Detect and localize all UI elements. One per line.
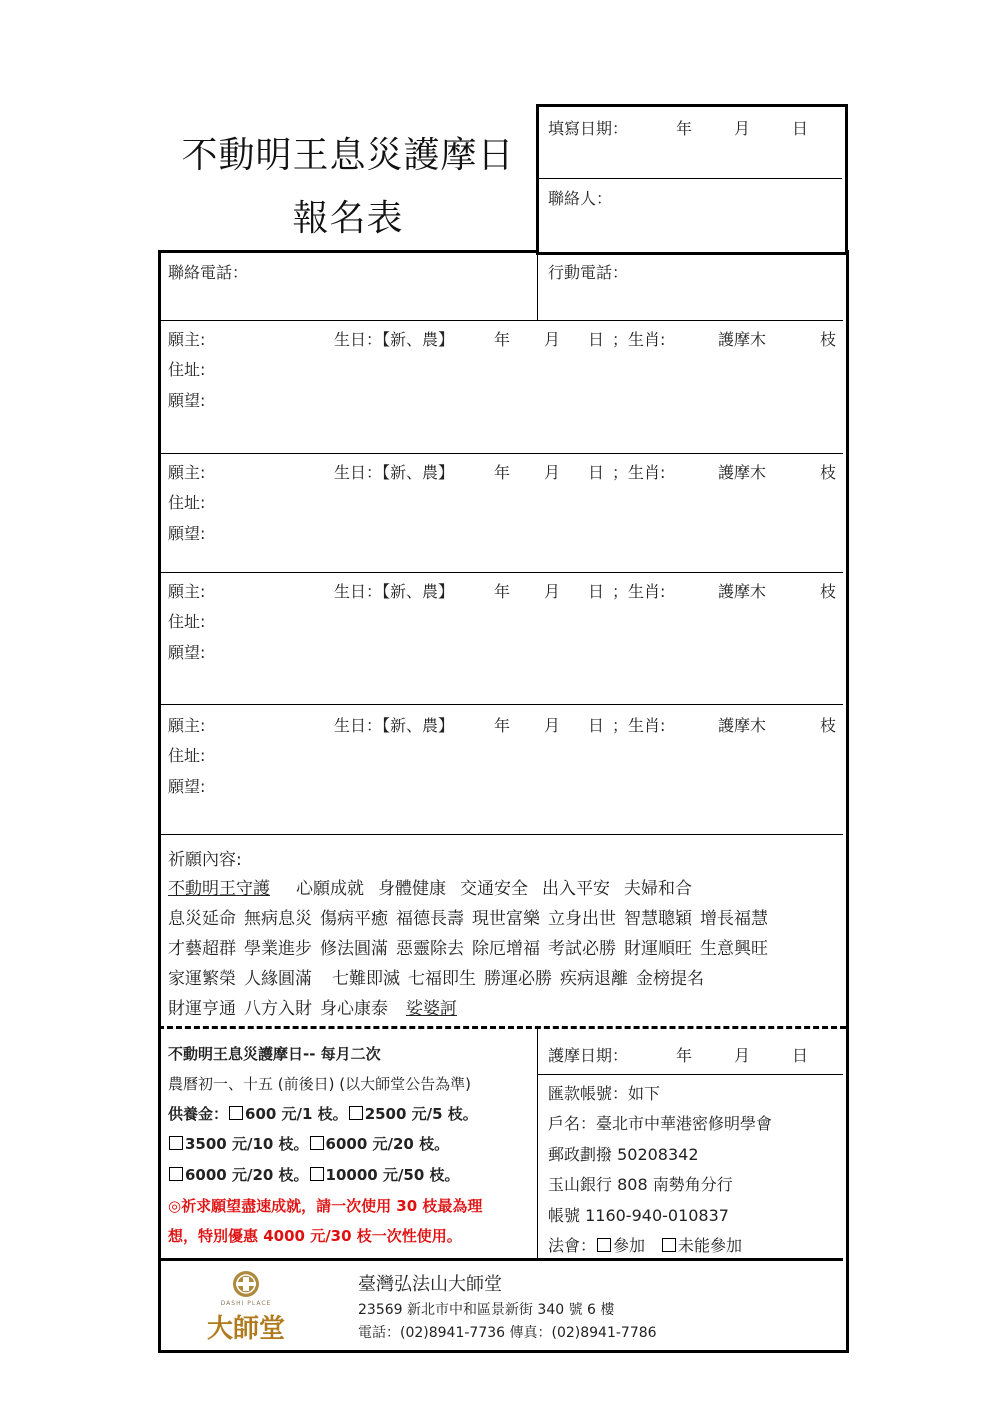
checkbox-icon[interactable] bbox=[169, 1136, 183, 1150]
wish-item: 八方入財 bbox=[244, 999, 312, 1019]
wish-item: 七難即滅 bbox=[332, 969, 400, 989]
offering-option: 6000 元/20 枝。 bbox=[325, 1135, 450, 1153]
birth-year: 年 bbox=[494, 330, 511, 349]
logo bbox=[196, 1268, 296, 1344]
birthday-label: 生日：【新、農】 bbox=[334, 463, 455, 482]
bank-info: 玉山銀行 808 南勢角分行 bbox=[548, 1175, 733, 1194]
phone-divider bbox=[537, 250, 538, 320]
zodiac-label: ；生肖: bbox=[612, 330, 666, 349]
address-label: 住址: bbox=[168, 612, 206, 631]
wood-label: 護摩木 bbox=[718, 463, 767, 482]
wish-item: 惡靈除去 bbox=[396, 939, 464, 959]
wish-item: 身心康泰 bbox=[320, 999, 388, 1019]
wish-item: 娑婆訶 bbox=[406, 999, 457, 1019]
account-number: 帳號 1160-940-010837 bbox=[548, 1206, 729, 1225]
promo-note: 想，特別優惠 4000 元/30 枝一次性使用。 bbox=[168, 1227, 462, 1245]
wish-row bbox=[168, 874, 706, 899]
wish-item: 出入平安 bbox=[542, 879, 610, 899]
offering-option: 2500 元/5 枝。 bbox=[364, 1105, 478, 1123]
wish-item: 財運順旺 bbox=[624, 939, 692, 959]
wish-item: 才藝超群 bbox=[168, 939, 236, 959]
offering-row bbox=[168, 1103, 478, 1124]
birth-month: 月 bbox=[544, 463, 561, 482]
wood-unit: 枝 bbox=[820, 716, 837, 735]
homa-date-year: 年 bbox=[676, 1046, 693, 1065]
wish-item: 家運繁榮 bbox=[168, 969, 236, 989]
logo-chinese-text: 大師堂 bbox=[206, 1314, 285, 1344]
zodiac-label: ；生肖: bbox=[612, 716, 666, 735]
address-label: 住址: bbox=[168, 360, 206, 379]
wish-item: 七福即生 bbox=[408, 969, 476, 989]
birth-year: 年 bbox=[494, 463, 511, 482]
birth-day: 日 bbox=[588, 330, 605, 349]
checkbox-icon[interactable] bbox=[310, 1136, 324, 1150]
applicant-divider bbox=[161, 834, 843, 835]
applicant-name-label: 願主: bbox=[168, 582, 206, 601]
offering-label: 供養金： bbox=[168, 1105, 229, 1123]
wood-unit: 枝 bbox=[820, 582, 837, 601]
wish-item: 財運亨通 bbox=[168, 999, 236, 1019]
birth-year: 年 bbox=[494, 716, 511, 735]
wish-item: 增長福慧 bbox=[700, 909, 768, 929]
dashed-separator bbox=[158, 1026, 846, 1029]
applicant-name-label: 願主: bbox=[168, 330, 206, 349]
contact-person-label: 聯絡人： bbox=[548, 189, 613, 208]
ceremony-label: 法會： bbox=[548, 1236, 597, 1255]
attend-option: 參加 bbox=[613, 1236, 646, 1255]
form-title-line1: 不動明王息災護摩日 bbox=[181, 135, 515, 176]
wish-item: 學業進步 bbox=[244, 939, 312, 959]
wish-row bbox=[168, 904, 768, 929]
wood-unit: 枝 bbox=[820, 463, 837, 482]
birth-day: 日 bbox=[588, 716, 605, 735]
wish-item: 福德長壽 bbox=[396, 909, 464, 929]
birthday-label: 生日：【新、農】 bbox=[334, 716, 455, 735]
checkbox-icon[interactable] bbox=[229, 1106, 243, 1120]
wish-item: 生意興旺 bbox=[700, 939, 768, 959]
wish-item: 息災延命 bbox=[168, 909, 236, 929]
schedule-title: 不動明王息災護摩日-- 每月二次 bbox=[168, 1045, 381, 1063]
fill-date-day: 日 bbox=[792, 119, 809, 138]
wish-item: 不動明王守護 bbox=[168, 879, 270, 899]
org-phone: 電話：(02)8941-7736 傳真：(02)8941-7786 bbox=[358, 1325, 657, 1341]
applicant-name-label: 願主: bbox=[168, 463, 206, 482]
wish-item: 人緣圓滿 bbox=[244, 969, 312, 989]
offering-option: 6000 元/20 枝。 bbox=[185, 1166, 309, 1184]
offering-row bbox=[168, 1133, 449, 1154]
offering-option: 600 元/1 枝。 bbox=[245, 1105, 348, 1123]
header-divider bbox=[539, 178, 842, 179]
wish-item: 金榜提名 bbox=[636, 969, 704, 989]
fill-date-year: 年 bbox=[676, 119, 693, 138]
account-name: 戶名：臺北市中華港密修明學會 bbox=[548, 1114, 773, 1133]
wish-item: 交通安全 bbox=[460, 879, 528, 899]
birth-day: 日 bbox=[588, 582, 605, 601]
offering-row bbox=[168, 1164, 460, 1185]
wish-label: 願望: bbox=[168, 391, 206, 410]
wish-item: 考試必勝 bbox=[548, 939, 616, 959]
offering-option: 3500 元/10 枝。 bbox=[185, 1135, 309, 1153]
wish-row bbox=[168, 934, 768, 959]
wish-label: 願望: bbox=[168, 524, 206, 543]
checkbox-icon[interactable] bbox=[169, 1167, 183, 1181]
wish-label: 願望: bbox=[168, 643, 206, 662]
wood-label: 護摩木 bbox=[718, 582, 767, 601]
birth-day: 日 bbox=[588, 463, 605, 482]
wish-row bbox=[168, 994, 471, 1019]
homa-date-underline bbox=[538, 1074, 843, 1075]
homa-date-label: 護摩日期： bbox=[548, 1046, 629, 1065]
zodiac-label: ；生肖: bbox=[612, 463, 666, 482]
mobile-label: 行動電話： bbox=[548, 263, 629, 282]
wish-item: 疾病退離 bbox=[560, 969, 628, 989]
wish-item: 勝運必勝 bbox=[484, 969, 552, 989]
wish-item: 智慧聰穎 bbox=[624, 909, 692, 929]
wood-label: 護摩木 bbox=[718, 716, 767, 735]
wish-item: 立身出世 bbox=[548, 909, 616, 929]
promo-note: ◎祈求願望盡速成就，請一次使用 30 枝最為理 bbox=[168, 1197, 483, 1215]
phone-label: 聯絡電話： bbox=[168, 263, 249, 282]
logo-english-text: DASHI PLACE bbox=[220, 1300, 272, 1307]
wish-item: 除厄增福 bbox=[472, 939, 540, 959]
bottom-section-divider bbox=[537, 1028, 538, 1258]
top-rule bbox=[158, 250, 538, 253]
wood-label: 護摩木 bbox=[718, 330, 767, 349]
checkbox-icon[interactable] bbox=[597, 1238, 611, 1252]
footer-top-rule bbox=[161, 1258, 843, 1261]
checkbox-icon[interactable] bbox=[662, 1238, 676, 1252]
birth-month: 月 bbox=[544, 330, 561, 349]
address-label: 住址: bbox=[168, 746, 206, 765]
form-border bbox=[158, 250, 849, 1353]
absent-option: 未能參加 bbox=[678, 1236, 743, 1255]
wish-item: 夫婦和合 bbox=[624, 879, 692, 899]
birth-month: 月 bbox=[544, 716, 561, 735]
wish-row bbox=[168, 964, 704, 989]
applicant-divider bbox=[161, 572, 843, 573]
fill-date-label: 填寫日期： bbox=[548, 119, 629, 138]
birthday-label: 生日：【新、農】 bbox=[334, 582, 455, 601]
address-label: 住址: bbox=[168, 493, 206, 512]
birth-month: 月 bbox=[544, 582, 561, 601]
zodiac-label: ；生肖: bbox=[612, 582, 666, 601]
birthday-label: 生日：【新、農】 bbox=[334, 330, 455, 349]
wish-item: 傷病平癒 bbox=[320, 909, 388, 929]
checkbox-icon[interactable] bbox=[349, 1106, 363, 1120]
applicant-divider bbox=[161, 704, 843, 705]
wish-item: 身體健康 bbox=[378, 879, 446, 899]
wish-label: 願望: bbox=[168, 777, 206, 796]
postal-account: 郵政劃撥 50208342 bbox=[548, 1145, 699, 1164]
homa-date-month: 月 bbox=[734, 1046, 751, 1065]
wish-item: 現世富樂 bbox=[472, 909, 540, 929]
applicant-name-label: 願主: bbox=[168, 716, 206, 735]
account-label: 匯款帳號：如下 bbox=[548, 1084, 661, 1103]
wish-item: 修法圓滿 bbox=[320, 939, 388, 959]
org-name: 臺灣弘法山大師堂 bbox=[358, 1274, 502, 1295]
wood-unit: 枝 bbox=[820, 330, 837, 349]
schedule-dates: 農曆初一、十五 (前後日) (以大師堂公告為準) bbox=[168, 1075, 471, 1093]
wishes-title: 祈願內容: bbox=[168, 850, 242, 870]
wish-item: 無病息災 bbox=[244, 909, 312, 929]
birth-year: 年 bbox=[494, 582, 511, 601]
phone-row-bottom bbox=[161, 320, 843, 321]
org-address: 23569 新北市中和區景新街 340 號 6 樓 bbox=[358, 1302, 615, 1318]
applicant-divider bbox=[161, 453, 843, 454]
offering-option: 10000 元/50 枝。 bbox=[325, 1166, 460, 1184]
ceremony-row bbox=[548, 1233, 742, 1256]
homa-date-day: 日 bbox=[792, 1046, 809, 1065]
wish-item: 心願成就 bbox=[296, 879, 364, 899]
form-title-line2: 報名表 bbox=[292, 198, 404, 239]
fill-date-month: 月 bbox=[734, 119, 751, 138]
checkbox-icon[interactable] bbox=[310, 1167, 324, 1181]
